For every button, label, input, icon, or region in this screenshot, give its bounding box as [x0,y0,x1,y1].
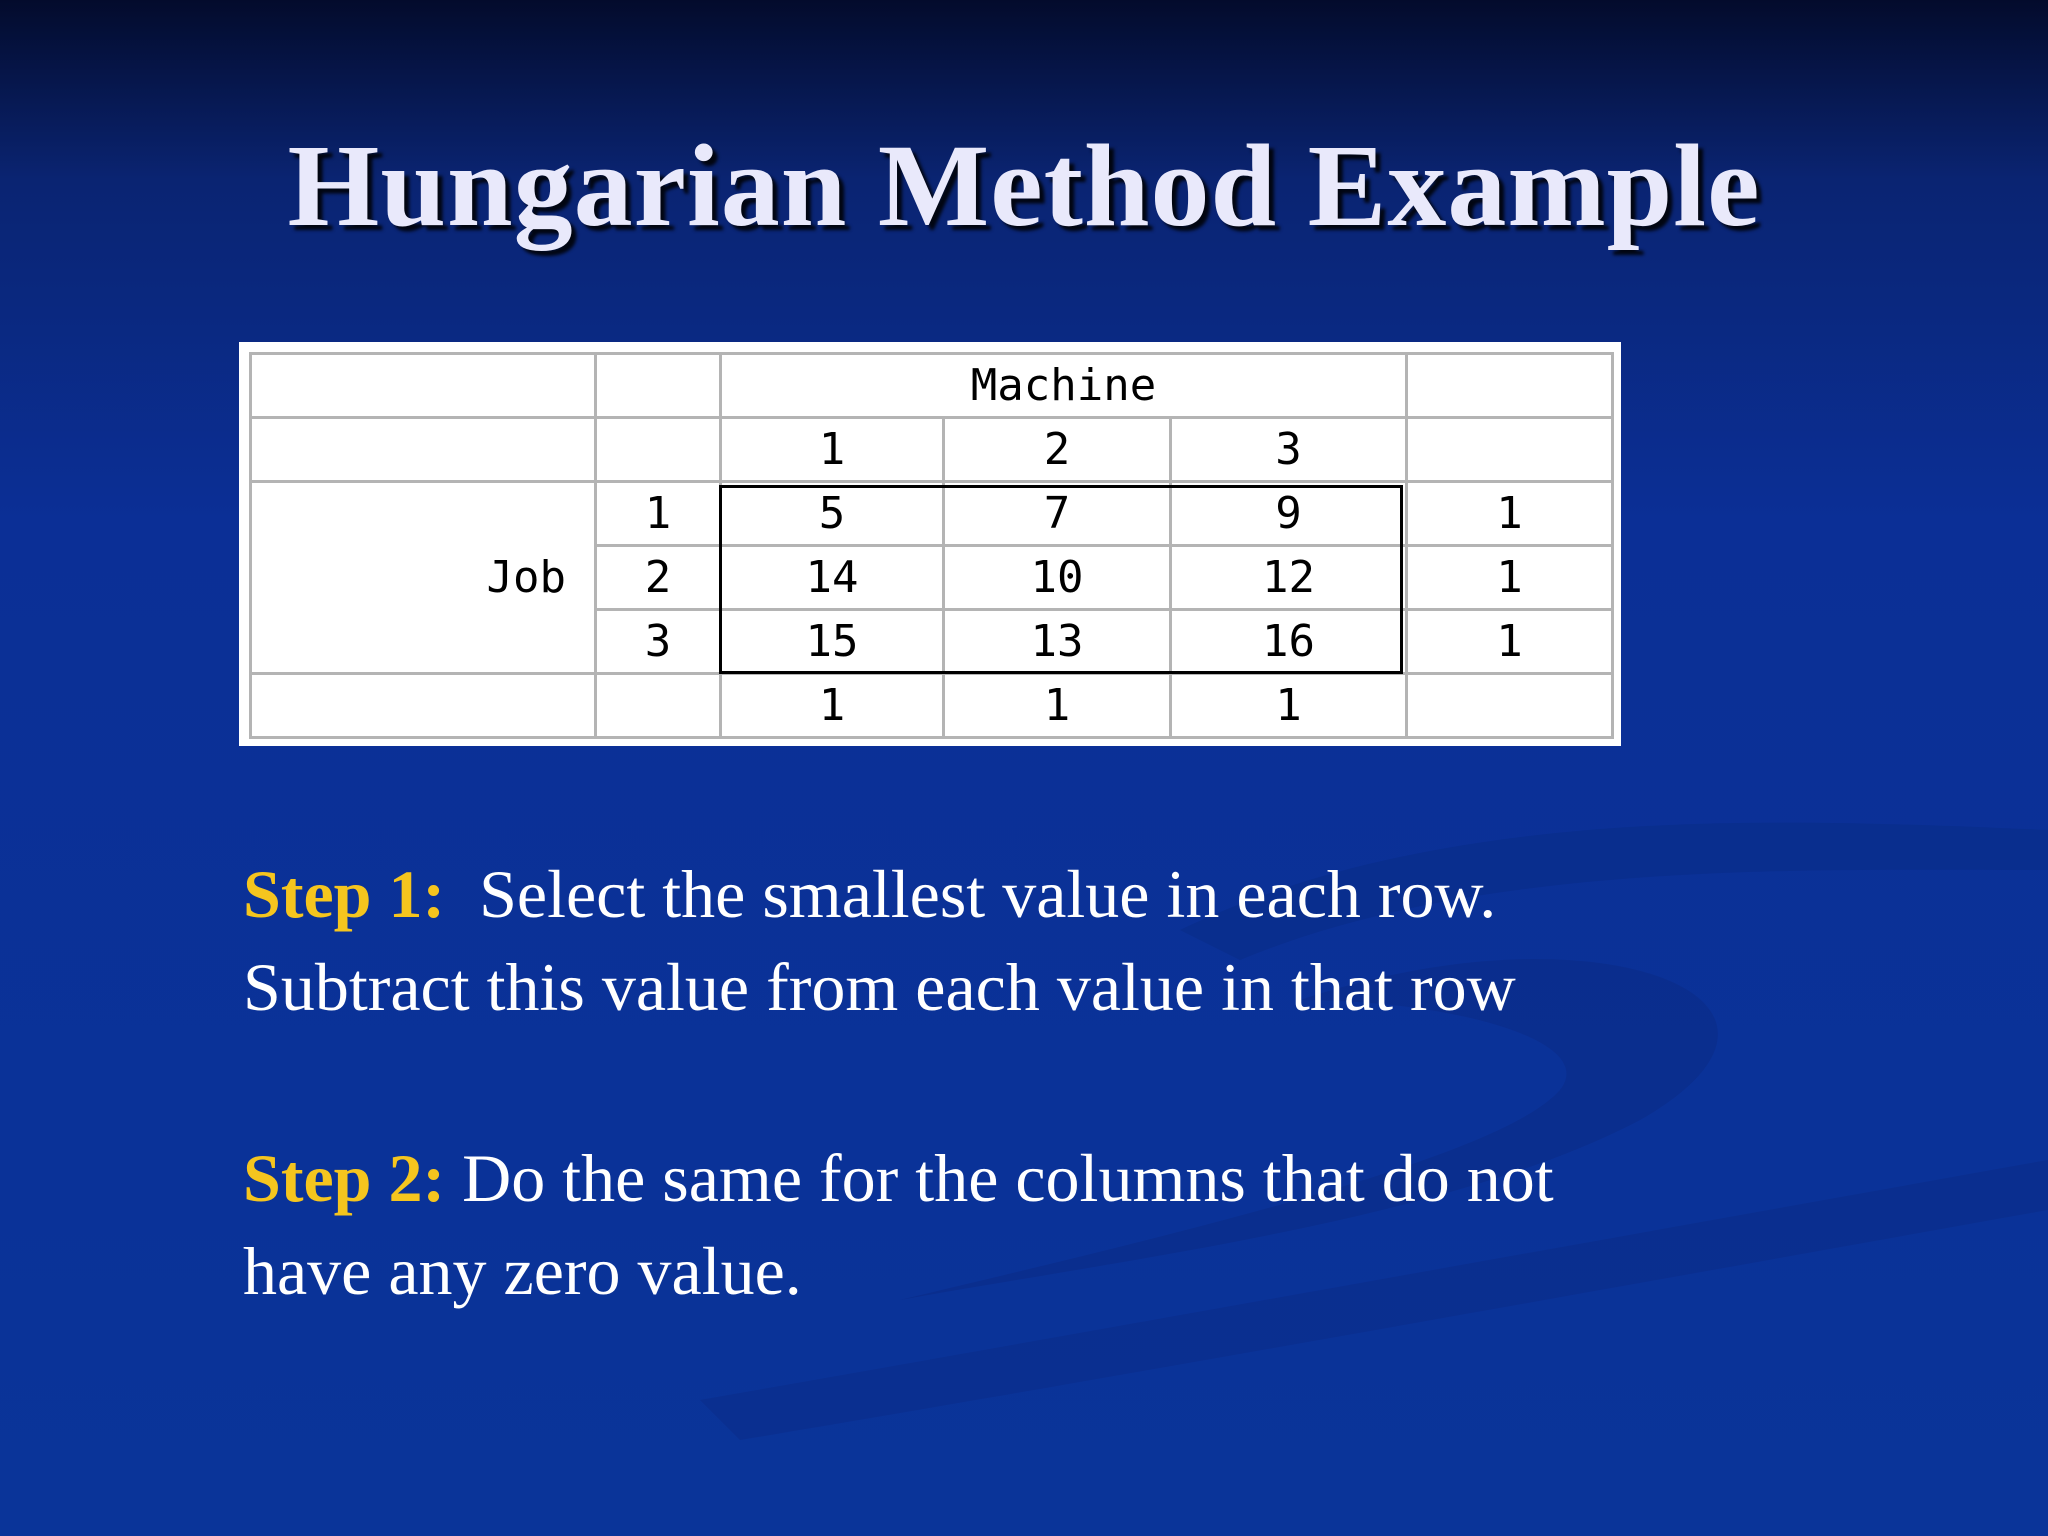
empty-cell [251,354,596,418]
step-2-label: Step 2: [243,1140,446,1216]
job-number: 2 [596,546,721,610]
empty-cell [596,674,721,738]
step-1-line-2: Subtract this value from each value in that row [243,949,1516,1025]
step-1-label: Step 1: [243,856,446,932]
empty-cell [1407,674,1613,738]
cost-cell: 9 [1171,482,1407,546]
column-bottom-value: 1 [944,674,1171,738]
cost-cell: 13 [944,610,1171,674]
step-2-line-1: Do the same for the columns that do not [462,1140,1554,1216]
cost-cell: 5 [721,482,944,546]
step-2-paragraph [243,1132,1843,1318]
step-1-paragraph [243,848,1843,1034]
cost-cell: 10 [944,546,1171,610]
machine-header: Machine [721,354,1407,418]
cost-cell: 16 [1171,610,1407,674]
cost-cell: 14 [721,546,944,610]
machine-number: 1 [721,418,944,482]
slide-title: Hungarian Method Example [287,120,1761,251]
job-number: 3 [596,610,721,674]
machine-number: 3 [1171,418,1407,482]
machine-number: 2 [944,418,1171,482]
empty-cell [251,674,596,738]
column-bottom-value: 1 [1171,674,1407,738]
cost-cell: 7 [944,482,1171,546]
row-side-value: 1 [1407,546,1613,610]
empty-cell [1407,354,1613,418]
empty-cell [1407,418,1613,482]
empty-cell [251,418,596,482]
job-label: Job [251,482,596,674]
cost-cell: 15 [721,610,944,674]
step-2-line-2: have any zero value. [243,1233,802,1309]
assignment-table [239,342,1621,746]
cost-matrix-table [249,352,1614,739]
job-number: 1 [596,482,721,546]
empty-cell [596,418,721,482]
step-1-line-1: Select the smallest value in each row. [479,856,1497,932]
empty-cell [596,354,721,418]
cost-cell: 12 [1171,546,1407,610]
row-side-value: 1 [1407,610,1613,674]
steps-text [243,848,1843,1318]
column-bottom-value: 1 [721,674,944,738]
row-side-value: 1 [1407,482,1613,546]
